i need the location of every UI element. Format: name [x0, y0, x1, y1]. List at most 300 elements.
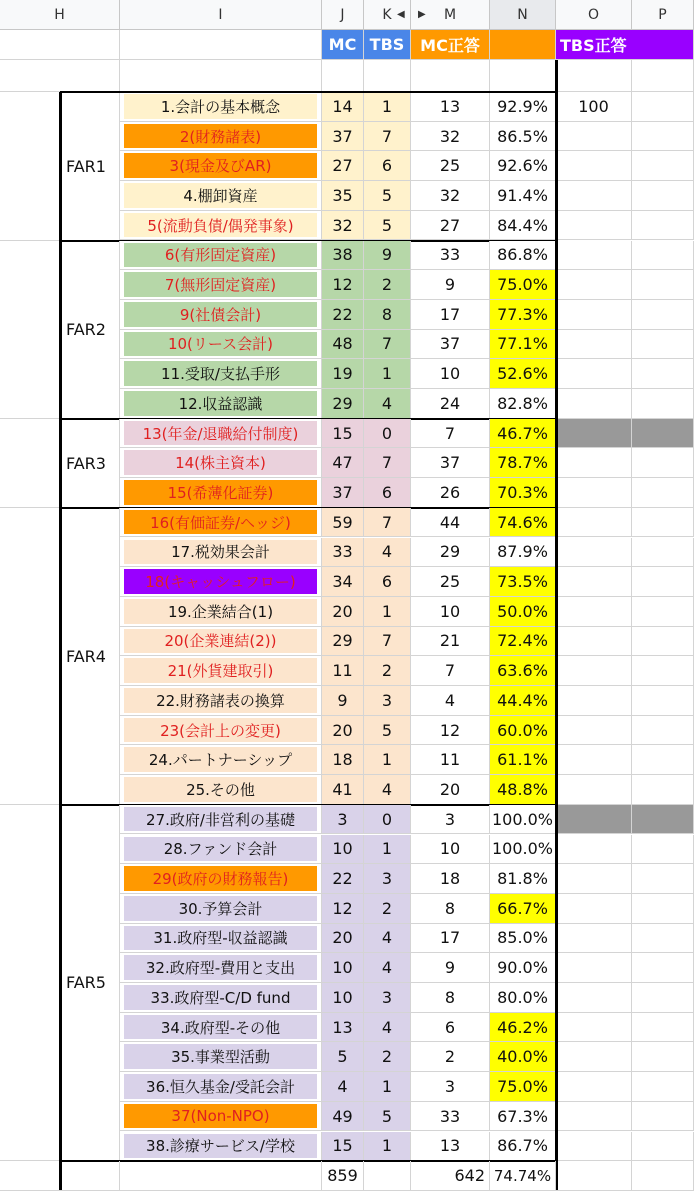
topic-label-text: 34.政府型-その他	[124, 1015, 317, 1040]
topic-label[interactable]	[120, 330, 322, 360]
total-o[interactable]	[556, 1161, 632, 1191]
p-cell[interactable]	[632, 389, 694, 419]
topic-label-text: 19.企業結合(1)	[124, 599, 317, 624]
mc-value[interactable]: 9	[322, 686, 364, 716]
mc-correct-value[interactable]: 26	[411, 478, 490, 508]
group-label-far3: FAR3	[60, 419, 120, 508]
tbs-correct-value[interactable]	[556, 538, 632, 568]
mc-value[interactable]: 29	[322, 627, 364, 657]
p-cell[interactable]	[632, 1072, 694, 1102]
mc-value[interactable]: 38	[322, 241, 364, 271]
p-cell[interactable]	[632, 924, 694, 954]
topic-label-text: 37(Non-NPO)	[124, 1104, 317, 1129]
p-cell[interactable]	[632, 686, 694, 716]
tbs-value[interactable]: 1	[364, 1072, 411, 1102]
topic-label[interactable]	[120, 805, 322, 835]
rate-value[interactable]: 46.7%	[490, 419, 556, 449]
topic-label-text: 4.棚卸資産	[124, 183, 317, 208]
p-cell[interactable]	[632, 983, 694, 1013]
tbs-correct-value[interactable]	[556, 330, 632, 360]
column-header-i[interactable]: I	[120, 0, 322, 30]
rate-value[interactable]: 86.7%	[490, 1132, 556, 1162]
rate-value[interactable]: 82.8%	[490, 389, 556, 419]
tbs-value[interactable]: 1	[364, 745, 411, 775]
tbs-value[interactable]: 2	[364, 894, 411, 924]
topic-label[interactable]	[120, 953, 322, 983]
rate-value[interactable]: 86.5%	[490, 122, 556, 152]
mc-value[interactable]: 14	[322, 92, 364, 122]
topic-label-text: 9(社債会計)	[124, 302, 317, 327]
mc-value[interactable]: 4	[322, 1072, 364, 1102]
total-mc-correct[interactable]: 642	[411, 1161, 490, 1191]
tbs-correct-value[interactable]	[556, 924, 632, 954]
topic-label-text: 2(財務諸表)	[124, 124, 317, 149]
mc-value[interactable]: 10	[322, 953, 364, 983]
mc-value[interactable]: 35	[322, 181, 364, 211]
mc-value[interactable]: 15	[322, 419, 364, 449]
topic-label[interactable]	[120, 508, 322, 538]
mc-value[interactable]: 34	[322, 567, 364, 597]
tbs-value[interactable]: 4	[364, 389, 411, 419]
tbs-correct-value[interactable]	[556, 1102, 632, 1132]
column-header-m[interactable]: M	[411, 0, 490, 30]
mc-correct-value[interactable]: 44	[411, 508, 490, 538]
tbs-correct-value[interactable]	[556, 716, 632, 746]
rate-value[interactable]: 67.3%	[490, 1102, 556, 1132]
tbs-correct-value[interactable]	[556, 627, 632, 657]
tbs-correct-value[interactable]	[556, 181, 632, 211]
mc-correct-value[interactable]: 8	[411, 983, 490, 1013]
tbs-value[interactable]: 1	[364, 359, 411, 389]
right-border	[555, 60, 558, 1191]
topic-label[interactable]	[120, 894, 322, 924]
topic-label[interactable]	[120, 122, 322, 152]
rate-value[interactable]: 78.7%	[490, 448, 556, 478]
rate-value[interactable]: 92.9%	[490, 92, 556, 122]
tbs-value[interactable]: 6	[364, 151, 411, 181]
mc-correct-value[interactable]: 18	[411, 864, 490, 894]
rate-value[interactable]: 60.0%	[490, 716, 556, 746]
p-cell[interactable]	[632, 1042, 694, 1072]
topic-label-text: 5(流動負債/偶発事象)	[124, 213, 317, 238]
rate-value[interactable]: 100.0%	[490, 805, 556, 835]
mc-correct-value[interactable]: 32	[411, 122, 490, 152]
topic-label[interactable]	[120, 151, 322, 181]
rate-value[interactable]: 75.0%	[490, 1072, 556, 1102]
topic-label[interactable]	[120, 300, 322, 330]
p-cell[interactable]	[632, 716, 694, 746]
p-cell[interactable]	[632, 359, 694, 389]
mc-value[interactable]: 3	[322, 805, 364, 835]
column-header-p[interactable]: P	[632, 0, 694, 30]
p-cell[interactable]	[632, 419, 694, 449]
p-cell[interactable]	[632, 270, 694, 300]
tbs-value[interactable]: 7	[364, 627, 411, 657]
mc-correct-value[interactable]: 10	[411, 597, 490, 627]
tbs-value[interactable]: 3	[364, 983, 411, 1013]
topic-label-text: 31.政府型-収益認識	[124, 926, 317, 951]
topic-label[interactable]	[120, 1132, 322, 1162]
rate-value[interactable]: 72.4%	[490, 627, 556, 657]
topic-label[interactable]	[120, 716, 322, 746]
mc-correct-value[interactable]: 29	[411, 538, 490, 568]
tbs-value[interactable]: 1	[364, 597, 411, 627]
rate-value[interactable]: 77.3%	[490, 300, 556, 330]
p-cell[interactable]	[632, 300, 694, 330]
mc-correct-value[interactable]: 21	[411, 627, 490, 657]
topic-label[interactable]	[120, 1013, 322, 1043]
tbs-value[interactable]: 8	[364, 300, 411, 330]
mc-value[interactable]: 13	[322, 1013, 364, 1043]
topic-label[interactable]	[120, 419, 322, 449]
topic-label[interactable]	[120, 597, 322, 627]
p-cell[interactable]	[632, 597, 694, 627]
tbs-correct-value[interactable]	[556, 478, 632, 508]
rate-value[interactable]: 63.6%	[490, 656, 556, 686]
rate-value[interactable]: 86.8%	[490, 241, 556, 271]
rate-value[interactable]: 46.2%	[490, 1013, 556, 1043]
mc-value[interactable]: 20	[322, 924, 364, 954]
rate-value[interactable]: 74.6%	[490, 508, 556, 538]
tbs-correct-value[interactable]	[556, 151, 632, 181]
tbs-value[interactable]: 7	[364, 448, 411, 478]
topic-label[interactable]	[120, 241, 322, 271]
mc-value[interactable]: 29	[322, 389, 364, 419]
p-cell[interactable]	[632, 181, 694, 211]
tbs-value[interactable]: 1	[364, 92, 411, 122]
p-cell[interactable]	[632, 1013, 694, 1043]
tbs-value[interactable]: 7	[364, 330, 411, 360]
topic-label[interactable]	[120, 92, 322, 122]
mc-value[interactable]: 11	[322, 656, 364, 686]
topic-label[interactable]	[120, 656, 322, 686]
topic-label[interactable]	[120, 448, 322, 478]
mc-value[interactable]: 59	[322, 508, 364, 538]
total-mc[interactable]: 859	[322, 1161, 364, 1191]
topic-label[interactable]	[120, 775, 322, 805]
tbs-correct-value[interactable]	[556, 656, 632, 686]
tbs-correct-value[interactable]	[556, 1013, 632, 1043]
rate-value[interactable]: 81.8%	[490, 864, 556, 894]
mc-correct-value[interactable]: 9	[411, 270, 490, 300]
topic-label-text: 11.受取/支払手形	[124, 361, 317, 386]
p-cell[interactable]	[632, 211, 694, 241]
mc-value[interactable]: 33	[322, 538, 364, 568]
mc-value[interactable]: 5	[322, 1042, 364, 1072]
tbs-value[interactable]: 4	[364, 1013, 411, 1043]
rate-value[interactable]: 92.6%	[490, 151, 556, 181]
topic-label-text: 14(株主資本)	[124, 450, 317, 475]
tbs-correct-value[interactable]	[556, 1072, 632, 1102]
tbs-correct-value[interactable]	[556, 419, 632, 449]
mc-correct-value[interactable]: 10	[411, 359, 490, 389]
p-cell[interactable]	[632, 805, 694, 835]
mc-correct-value[interactable]: 3	[411, 805, 490, 835]
n-header	[490, 30, 556, 60]
p-cell[interactable]	[632, 627, 694, 657]
rate-value[interactable]: 52.6%	[490, 359, 556, 389]
mc-value[interactable]: 10	[322, 983, 364, 1013]
p-cell[interactable]	[632, 745, 694, 775]
mc-value[interactable]: 32	[322, 211, 364, 241]
rate-value[interactable]: 77.1%	[490, 330, 556, 360]
tbs-correct-value[interactable]	[556, 894, 632, 924]
topic-label[interactable]	[120, 211, 322, 241]
topic-label[interactable]	[120, 359, 322, 389]
rate-value[interactable]: 85.0%	[490, 924, 556, 954]
mc-correct-value[interactable]: 6	[411, 1013, 490, 1043]
tbs-value[interactable]: 2	[364, 1042, 411, 1072]
mc-value[interactable]: 22	[322, 864, 364, 894]
rate-value[interactable]: 48.8%	[490, 775, 556, 805]
topic-label-text: 32.政府型-費用と支出	[124, 955, 317, 980]
tbs-correct-value[interactable]	[556, 983, 632, 1013]
tbs-value[interactable]: 4	[364, 538, 411, 568]
tbs-value[interactable]: 5	[364, 1102, 411, 1132]
rate-value[interactable]: 66.7%	[490, 894, 556, 924]
total-rate[interactable]: 74.74%	[490, 1161, 556, 1191]
topic-label[interactable]	[120, 1072, 322, 1102]
p-cell[interactable]	[632, 330, 694, 360]
mc-value[interactable]: 49	[322, 1102, 364, 1132]
mc-value[interactable]: 18	[322, 745, 364, 775]
mc-correct-value[interactable]: 7	[411, 419, 490, 449]
spacer-cell	[0, 60, 120, 92]
mc-correct-value[interactable]: 27	[411, 211, 490, 241]
mc-correct-value[interactable]: 33	[411, 241, 490, 271]
p-cell[interactable]	[632, 775, 694, 805]
column-header-n[interactable]: N	[490, 0, 556, 30]
tbs-correct-value[interactable]	[556, 211, 632, 241]
p-cell[interactable]	[632, 864, 694, 894]
column-header-k[interactable]: K	[364, 0, 411, 30]
mc-value[interactable]: 22	[322, 300, 364, 330]
tbs-correct-value[interactable]	[556, 448, 632, 478]
topic-label-text: 17.税効果会計	[124, 540, 317, 565]
rate-value[interactable]: 84.4%	[490, 211, 556, 241]
tbs-correct-value[interactable]	[556, 597, 632, 627]
p-cell[interactable]	[632, 122, 694, 152]
mc-value[interactable]: 41	[322, 775, 364, 805]
rate-value[interactable]: 44.4%	[490, 686, 556, 716]
rate-value[interactable]: 90.0%	[490, 953, 556, 983]
topic-label[interactable]	[120, 538, 322, 568]
column-header-o[interactable]: O	[556, 0, 632, 30]
tbs-correct-value[interactable]	[556, 122, 632, 152]
tbs-value[interactable]: 4	[364, 924, 411, 954]
mc-correct-value[interactable]: 2	[411, 1042, 490, 1072]
p-cell[interactable]	[632, 538, 694, 568]
mc-correct-value[interactable]: 9	[411, 953, 490, 983]
mc-value[interactable]: 20	[322, 716, 364, 746]
mc-correct-value[interactable]: 10	[411, 835, 490, 865]
topic-label[interactable]	[120, 389, 322, 419]
tbs-correct-value[interactable]	[556, 686, 632, 716]
mc-correct-value[interactable]: 37	[411, 330, 490, 360]
total-tbs[interactable]	[364, 1161, 411, 1191]
tbs-value[interactable]: 7	[364, 122, 411, 152]
topic-label[interactable]	[120, 270, 322, 300]
topic-label[interactable]	[120, 627, 322, 657]
p-cell[interactable]	[632, 508, 694, 538]
mc-value[interactable]: 47	[322, 448, 364, 478]
mc-value[interactable]: 15	[322, 1132, 364, 1162]
tbs-correct-value[interactable]	[556, 389, 632, 419]
topic-label[interactable]	[120, 835, 322, 865]
topic-label-text: 22.財務諸表の換算	[124, 688, 317, 713]
tbs-value[interactable]: 3	[364, 686, 411, 716]
tbs-value[interactable]: 0	[364, 419, 411, 449]
mc-value[interactable]: 12	[322, 894, 364, 924]
tbs-value[interactable]: 3	[364, 864, 411, 894]
topic-label-text: 1.会計の基本概念	[124, 94, 317, 119]
rate-value[interactable]: 50.0%	[490, 597, 556, 627]
tbs-value[interactable]: 5	[364, 211, 411, 241]
topic-label-text: 33.政府型-C/D fund	[124, 985, 317, 1010]
rate-value[interactable]: 87.9%	[490, 538, 556, 568]
group-label-far1: FAR1	[60, 92, 120, 241]
mc-value[interactable]: 19	[322, 359, 364, 389]
topic-label-text: 21(外貨建取引)	[124, 658, 317, 683]
topic-label[interactable]	[120, 983, 322, 1013]
tbs-value[interactable]: 4	[364, 775, 411, 805]
tbs-correct-value[interactable]	[556, 300, 632, 330]
topic-label[interactable]	[120, 1042, 322, 1072]
mc-correct-value[interactable]: 13	[411, 92, 490, 122]
p-cell[interactable]	[632, 241, 694, 271]
mc-correct-value[interactable]: 37	[411, 448, 490, 478]
total-p[interactable]	[632, 1161, 694, 1191]
rate-value[interactable]: 73.5%	[490, 567, 556, 597]
mc-correct-value[interactable]: 11	[411, 745, 490, 775]
left-border	[59, 92, 62, 1191]
mc-value[interactable]: 37	[322, 122, 364, 152]
mc-value[interactable]: 37	[322, 478, 364, 508]
tbs-correct-value[interactable]	[556, 835, 632, 865]
p-cell[interactable]	[632, 92, 694, 122]
rate-value[interactable]: 61.1%	[490, 745, 556, 775]
column-header-j[interactable]: J	[322, 0, 364, 30]
group-label-far2: FAR2	[60, 241, 120, 419]
column-header-h[interactable]: H	[0, 0, 120, 30]
tbs-correct-value[interactable]	[556, 508, 632, 538]
topic-label[interactable]	[120, 686, 322, 716]
topic-label-text: 38.診療サービス/学校	[124, 1134, 317, 1159]
topic-label[interactable]	[120, 745, 322, 775]
spacer-cell	[490, 60, 556, 92]
mc-correct-value[interactable]: 13	[411, 1132, 490, 1162]
mc-value[interactable]: 12	[322, 270, 364, 300]
p-cell[interactable]	[632, 835, 694, 865]
expand-right-icon[interactable]: ▶	[418, 9, 426, 20]
mc-correct-value[interactable]: 7	[411, 656, 490, 686]
topic-label-text: 36.恒久基金/受託会計	[124, 1074, 317, 1099]
tbs-value[interactable]: 4	[364, 953, 411, 983]
mc-value[interactable]: 20	[322, 597, 364, 627]
tbs-correct-value[interactable]	[556, 864, 632, 894]
p-cell[interactable]	[632, 1132, 694, 1162]
rate-value[interactable]: 91.4%	[490, 181, 556, 211]
mc-correct-value[interactable]: 33	[411, 1102, 490, 1132]
mc-correct-value[interactable]: 24	[411, 389, 490, 419]
rate-value[interactable]: 70.3%	[490, 478, 556, 508]
tbs-correct-value[interactable]	[556, 1042, 632, 1072]
topic-label[interactable]	[120, 567, 322, 597]
mc-correct-value[interactable]: 32	[411, 181, 490, 211]
topic-label-text: 29(政府の財務報告)	[124, 866, 317, 891]
topic-label[interactable]	[120, 478, 322, 508]
mc-correct-value[interactable]: 25	[411, 151, 490, 181]
tbs-correct-value[interactable]	[556, 805, 632, 835]
rate-value[interactable]: 40.0%	[490, 1042, 556, 1072]
collapse-left-icon[interactable]: ◀	[397, 9, 405, 20]
tbs-value[interactable]: 1	[364, 835, 411, 865]
tbs-correct-value[interactable]	[556, 953, 632, 983]
tbs-correct-value[interactable]: 100	[556, 92, 632, 122]
tbs-value[interactable]: 5	[364, 716, 411, 746]
p-cell[interactable]	[632, 1102, 694, 1132]
mc-correct-value[interactable]: 17	[411, 300, 490, 330]
mc-correct-value[interactable]: 17	[411, 924, 490, 954]
tbs-value[interactable]: 0	[364, 805, 411, 835]
mc-correct-value[interactable]: 8	[411, 894, 490, 924]
tbs-value[interactable]: 6	[364, 478, 411, 508]
tbs-value[interactable]: 6	[364, 567, 411, 597]
tbs-correct-value[interactable]	[556, 745, 632, 775]
rate-value[interactable]: 100.0%	[490, 835, 556, 865]
p-cell[interactable]	[632, 151, 694, 181]
mc-value[interactable]: 48	[322, 330, 364, 360]
mc-correct-value[interactable]: 12	[411, 716, 490, 746]
tbs-value[interactable]: 2	[364, 270, 411, 300]
tbs-correct-value[interactable]	[556, 270, 632, 300]
topic-label-text: 18(キャッシュフロー)	[124, 569, 317, 594]
mc-correct-value[interactable]: 3	[411, 1072, 490, 1102]
mc-correct-value[interactable]: 20	[411, 775, 490, 805]
mc-value[interactable]: 10	[322, 835, 364, 865]
p-cell[interactable]	[632, 953, 694, 983]
tbs-value[interactable]: 5	[364, 181, 411, 211]
rate-value[interactable]: 75.0%	[490, 270, 556, 300]
tbs-value[interactable]: 7	[364, 508, 411, 538]
group-label-far4: FAR4	[60, 508, 120, 805]
tbs-value[interactable]: 9	[364, 241, 411, 271]
topic-label[interactable]	[120, 181, 322, 211]
total-blank-i	[120, 1161, 322, 1191]
topic-label[interactable]	[120, 1102, 322, 1132]
tbs-correct-value[interactable]	[556, 359, 632, 389]
rate-value[interactable]: 80.0%	[490, 983, 556, 1013]
tbs-correct-value[interactable]	[556, 1132, 632, 1162]
p-cell[interactable]	[632, 567, 694, 597]
p-cell[interactable]	[632, 656, 694, 686]
topic-label[interactable]	[120, 864, 322, 894]
tbs-correct-value[interactable]	[556, 241, 632, 271]
mc-correct-value[interactable]: 4	[411, 686, 490, 716]
spacer-cell	[120, 60, 322, 92]
tbs-correct-value[interactable]	[556, 775, 632, 805]
tbs-value[interactable]: 1	[364, 1132, 411, 1162]
p-cell[interactable]	[632, 448, 694, 478]
topic-label[interactable]	[120, 924, 322, 954]
mc-correct-value[interactable]: 25	[411, 567, 490, 597]
p-cell[interactable]	[632, 894, 694, 924]
tbs-value[interactable]: 2	[364, 656, 411, 686]
mc-value[interactable]: 27	[322, 151, 364, 181]
p-cell[interactable]	[632, 478, 694, 508]
h-left-blank	[0, 805, 60, 1161]
tbs-correct-value[interactable]	[556, 567, 632, 597]
